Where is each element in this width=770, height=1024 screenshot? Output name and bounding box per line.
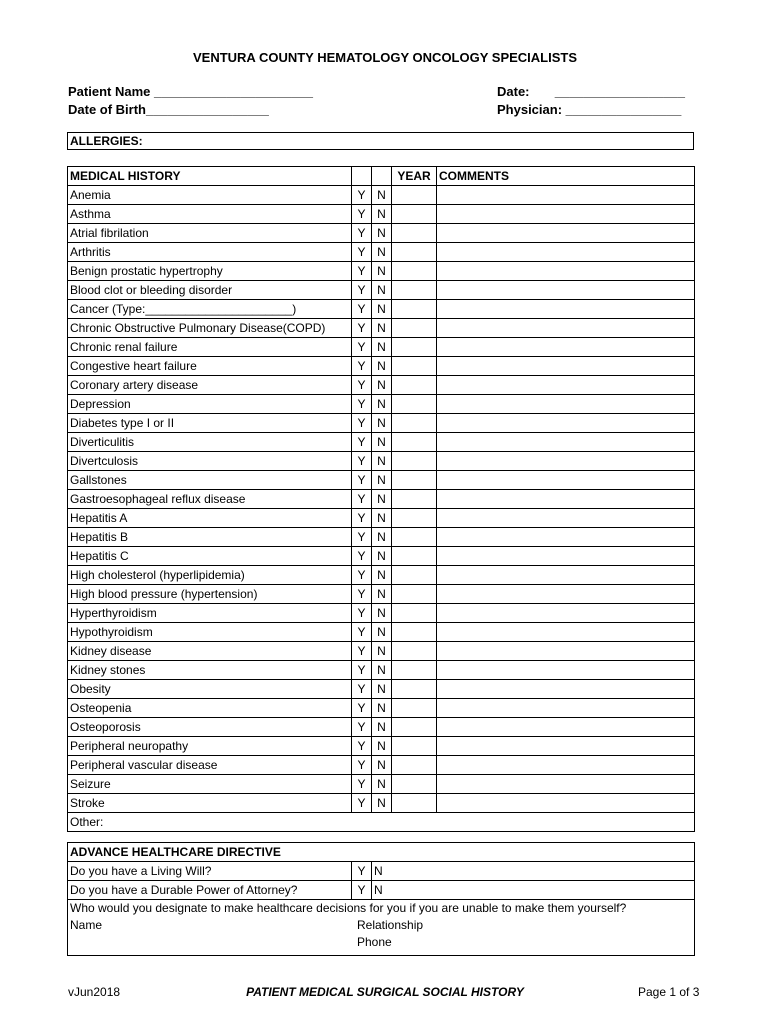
yes-option[interactable]: Y — [352, 262, 372, 281]
year-cell[interactable] — [392, 433, 437, 452]
form-title: PATIENT MEDICAL SURGICAL SOCIAL HISTORY — [246, 985, 524, 999]
year-cell[interactable] — [392, 243, 437, 262]
condition-label: Blood clot or bleeding disorder — [68, 281, 352, 300]
comments-cell[interactable] — [437, 737, 695, 756]
power-of-attorney-no[interactable]: N — [372, 881, 695, 900]
page-number: Page 1 of 3 — [638, 985, 700, 999]
comments-cell[interactable] — [437, 490, 695, 509]
condition-label: Diverticulitis — [68, 433, 352, 452]
list-item — [68, 642, 695, 661]
comments-cell[interactable] — [437, 376, 695, 395]
year-cell[interactable] — [392, 661, 437, 680]
list-item — [68, 509, 695, 528]
medical-history-title: MEDICAL HISTORY — [68, 167, 352, 186]
no-option[interactable]: N — [372, 661, 392, 680]
designate-cell[interactable] — [68, 900, 695, 956]
list-item — [68, 319, 695, 338]
living-will-yes[interactable]: Y — [352, 862, 372, 881]
year-cell[interactable] — [392, 718, 437, 737]
comments-cell[interactable] — [437, 319, 695, 338]
year-cell[interactable] — [392, 585, 437, 604]
condition-label: Seizure — [68, 775, 352, 794]
comments-cell[interactable] — [437, 471, 695, 490]
list-item — [68, 471, 695, 490]
list-item — [68, 224, 695, 243]
comments-cell[interactable] — [437, 433, 695, 452]
list-item — [68, 433, 695, 452]
yes-option[interactable]: Y — [352, 205, 372, 224]
no-option[interactable]: N — [372, 262, 392, 281]
yes-option[interactable]: Y — [352, 281, 372, 300]
comments-cell[interactable] — [437, 775, 695, 794]
yes-option[interactable]: Y — [352, 718, 372, 737]
condition-label: High blood pressure (hypertension) — [68, 585, 352, 604]
condition-label: Asthma — [68, 205, 352, 224]
condition-label: Coronary artery disease — [68, 376, 352, 395]
comments-cell[interactable] — [437, 205, 695, 224]
designate-relationship-label: Relationship — [357, 918, 424, 932]
yes-option[interactable]: Y — [352, 490, 372, 509]
list-item — [68, 775, 695, 794]
yes-option[interactable]: Y — [352, 433, 372, 452]
yes-option[interactable]: Y — [352, 737, 372, 756]
yes-option[interactable]: Y — [352, 775, 372, 794]
list-item — [68, 338, 695, 357]
living-will-question: Do you have a Living Will? — [68, 862, 352, 881]
year-cell[interactable] — [392, 300, 437, 319]
year-cell[interactable] — [392, 737, 437, 756]
no-option[interactable]: N — [372, 547, 392, 566]
condition-label: Peripheral vascular disease — [68, 756, 352, 775]
list-item — [68, 737, 695, 756]
advance-directive-title: ADVANCE HEALTHCARE DIRECTIVE — [68, 843, 695, 862]
year-cell[interactable] — [392, 224, 437, 243]
list-item — [68, 794, 695, 813]
yes-option[interactable]: Y — [352, 395, 372, 414]
designate-question: Who would you designate to make healthcare decisions for you if you are unable to make them yourself? — [70, 901, 627, 915]
condition-label: Cancer (Type:______________________) — [68, 300, 352, 319]
patient-name-field[interactable]: Patient Name ______________________ — [68, 84, 314, 99]
no-option[interactable]: N — [372, 509, 392, 528]
comments-cell[interactable] — [437, 794, 695, 813]
comments-cell[interactable] — [437, 509, 695, 528]
yes-option[interactable]: Y — [352, 585, 372, 604]
comments-cell[interactable] — [437, 680, 695, 699]
no-option[interactable]: N — [372, 376, 392, 395]
year-cell[interactable] — [392, 547, 437, 566]
advance-directive-header-row — [68, 843, 695, 862]
list-item — [68, 661, 695, 680]
year-cell[interactable] — [392, 186, 437, 205]
yes-option[interactable]: Y — [352, 794, 372, 813]
no-option[interactable]: N — [372, 699, 392, 718]
condition-label: Hypothyroidism — [68, 623, 352, 642]
comments-cell[interactable] — [437, 300, 695, 319]
no-option[interactable]: N — [372, 737, 392, 756]
condition-label: Peripheral neuropathy — [68, 737, 352, 756]
date-field[interactable]: Date: __________________ — [497, 84, 685, 99]
year-cell[interactable] — [392, 775, 437, 794]
allergies-label: ALLERGIES: — [70, 134, 143, 148]
condition-label: Depression — [68, 395, 352, 414]
yes-option[interactable]: Y — [352, 319, 372, 338]
condition-label: High cholesterol (hyperlipidemia) — [68, 566, 352, 585]
power-of-attorney-yes[interactable]: Y — [352, 881, 372, 900]
list-item — [68, 357, 695, 376]
list-item — [68, 699, 695, 718]
year-cell[interactable] — [392, 376, 437, 395]
list-item — [68, 528, 695, 547]
condition-label: Diabetes type I or II — [68, 414, 352, 433]
no-option[interactable]: N — [372, 585, 392, 604]
physician-field[interactable]: Physician: ________________ — [497, 102, 682, 117]
condition-label: Kidney stones — [68, 661, 352, 680]
comments-cell[interactable] — [437, 566, 695, 585]
medical-history-table — [67, 166, 695, 832]
no-option[interactable]: N — [372, 566, 392, 585]
yes-option[interactable]: Y — [352, 186, 372, 205]
comments-cell[interactable] — [437, 243, 695, 262]
comments-cell[interactable] — [437, 528, 695, 547]
yes-option[interactable]: Y — [352, 547, 372, 566]
list-item — [68, 452, 695, 471]
no-option[interactable]: N — [372, 433, 392, 452]
list-item — [68, 376, 695, 395]
year-cell[interactable] — [392, 281, 437, 300]
advance-directive-table — [67, 842, 695, 956]
no-option[interactable]: N — [372, 357, 392, 376]
yes-option[interactable]: Y — [352, 338, 372, 357]
condition-label: Stroke — [68, 794, 352, 813]
year-header: YEAR — [392, 167, 437, 186]
no-option[interactable]: N — [372, 281, 392, 300]
comments-cell[interactable] — [437, 642, 695, 661]
living-will-no[interactable]: N — [372, 862, 695, 881]
date-of-birth-field[interactable]: Date of Birth_________________ — [68, 102, 269, 117]
comments-cell[interactable] — [437, 414, 695, 433]
medical-history-header-row — [68, 167, 695, 186]
comments-cell[interactable] — [437, 756, 695, 775]
condition-label: Osteoporosis — [68, 718, 352, 737]
comments-cell[interactable] — [437, 395, 695, 414]
condition-label: Hepatitis C — [68, 547, 352, 566]
no-option[interactable]: N — [372, 471, 392, 490]
yes-option[interactable]: Y — [352, 471, 372, 490]
condition-label: Gallstones — [68, 471, 352, 490]
year-cell[interactable] — [392, 262, 437, 281]
year-cell[interactable] — [392, 490, 437, 509]
yes-option[interactable]: Y — [352, 623, 372, 642]
comments-cell[interactable] — [437, 585, 695, 604]
condition-label: Congestive heart failure — [68, 357, 352, 376]
comments-cell[interactable] — [437, 186, 695, 205]
list-item — [68, 186, 695, 205]
comments-cell[interactable] — [437, 357, 695, 376]
condition-label: Hepatitis B — [68, 528, 352, 547]
yes-option[interactable]: Y — [352, 566, 372, 585]
condition-label: Atrial fibrilation — [68, 224, 352, 243]
list-item — [68, 395, 695, 414]
designate-name-label: Name — [70, 918, 103, 932]
no-option[interactable]: N — [372, 528, 392, 547]
comments-cell[interactable] — [437, 718, 695, 737]
comments-header: COMMENTS — [437, 167, 695, 186]
year-cell[interactable] — [392, 756, 437, 775]
year-cell[interactable] — [392, 205, 437, 224]
yes-option[interactable]: Y — [352, 528, 372, 547]
no-option[interactable]: N — [372, 224, 392, 243]
other-field[interactable]: Other: — [68, 813, 695, 832]
condition-label: Hepatitis A — [68, 509, 352, 528]
yes-option[interactable]: Y — [352, 357, 372, 376]
condition-label: Arthritis — [68, 243, 352, 262]
condition-label: Anemia — [68, 186, 352, 205]
yes-option[interactable]: Y — [352, 243, 372, 262]
condition-label: Kidney disease — [68, 642, 352, 661]
list-item — [68, 623, 695, 642]
yes-option[interactable]: Y — [352, 699, 372, 718]
comments-cell[interactable] — [437, 224, 695, 243]
condition-label: Hyperthyroidism — [68, 604, 352, 623]
list-item — [68, 243, 695, 262]
power-of-attorney-row — [68, 881, 695, 900]
list-item — [68, 680, 695, 699]
list-item — [68, 262, 695, 281]
form-version: vJun2018 — [68, 985, 121, 999]
year-cell[interactable] — [392, 319, 437, 338]
yes-option[interactable]: Y — [352, 452, 372, 471]
year-cell[interactable] — [392, 471, 437, 490]
year-cell[interactable] — [392, 414, 437, 433]
list-item — [68, 566, 695, 585]
condition-label: Obesity — [68, 680, 352, 699]
year-cell[interactable] — [392, 604, 437, 623]
list-item — [68, 547, 695, 566]
year-cell[interactable] — [392, 509, 437, 528]
condition-label: Gastroesophageal reflux disease — [68, 490, 352, 509]
no-option[interactable]: N — [372, 414, 392, 433]
power-of-attorney-question: Do you have a Durable Power of Attorney? — [68, 881, 352, 900]
no-option[interactable]: N — [372, 775, 392, 794]
no-option[interactable]: N — [372, 642, 392, 661]
no-option[interactable]: N — [372, 718, 392, 737]
yes-option[interactable]: Y — [352, 414, 372, 433]
year-cell[interactable] — [392, 699, 437, 718]
year-cell[interactable] — [392, 395, 437, 414]
allergies-box[interactable] — [67, 132, 694, 150]
yes-option[interactable]: Y — [352, 376, 372, 395]
no-option[interactable]: N — [372, 623, 392, 642]
yes-option[interactable]: Y — [352, 224, 372, 243]
comments-cell[interactable] — [437, 281, 695, 300]
comments-cell[interactable] — [437, 452, 695, 471]
no-option[interactable]: N — [372, 205, 392, 224]
no-option[interactable]: N — [372, 319, 392, 338]
list-item — [68, 718, 695, 737]
no-option[interactable]: N — [372, 604, 392, 623]
no-option[interactable]: N — [372, 243, 392, 262]
year-cell[interactable] — [392, 452, 437, 471]
list-item — [68, 300, 695, 319]
no-option[interactable]: N — [372, 756, 392, 775]
condition-label: Chronic renal failure — [68, 338, 352, 357]
no-option[interactable]: N — [372, 300, 392, 319]
year-cell[interactable] — [392, 566, 437, 585]
year-cell[interactable] — [392, 680, 437, 699]
other-row — [68, 813, 695, 832]
designate-phone-label: Phone — [357, 935, 392, 949]
list-item — [68, 414, 695, 433]
yes-option[interactable]: Y — [352, 756, 372, 775]
yes-option[interactable]: Y — [352, 661, 372, 680]
no-option[interactable]: N — [372, 395, 392, 414]
year-cell[interactable] — [392, 357, 437, 376]
no-option[interactable]: N — [372, 338, 392, 357]
comments-cell[interactable] — [437, 699, 695, 718]
comments-cell[interactable] — [437, 604, 695, 623]
year-cell[interactable] — [392, 623, 437, 642]
list-item — [68, 205, 695, 224]
no-option[interactable]: N — [372, 186, 392, 205]
yes-option[interactable]: Y — [352, 642, 372, 661]
list-item — [68, 756, 695, 775]
condition-label: Osteopenia — [68, 699, 352, 718]
yes-option[interactable]: Y — [352, 680, 372, 699]
list-item — [68, 281, 695, 300]
no-option[interactable]: N — [372, 680, 392, 699]
comments-cell[interactable] — [437, 547, 695, 566]
page-title: VENTURA COUNTY HEMATOLOGY ONCOLOGY SPECIALISTS — [192, 50, 578, 65]
no-option[interactable]: N — [372, 794, 392, 813]
year-cell[interactable] — [392, 528, 437, 547]
comments-cell[interactable] — [437, 623, 695, 642]
comments-cell[interactable] — [437, 262, 695, 281]
condition-label: Benign prostatic hypertrophy — [68, 262, 352, 281]
comments-cell[interactable] — [437, 338, 695, 357]
condition-label: Divertculosis — [68, 452, 352, 471]
year-cell[interactable] — [392, 794, 437, 813]
yes-option[interactable]: Y — [352, 509, 372, 528]
list-item — [68, 490, 695, 509]
condition-label: Chronic Obstructive Pulmonary Disease(COPD) — [68, 319, 352, 338]
comments-cell[interactable] — [437, 661, 695, 680]
living-will-row — [68, 862, 695, 881]
yes-option[interactable]: Y — [352, 300, 372, 319]
designate-row — [68, 900, 695, 956]
yes-option[interactable]: Y — [352, 604, 372, 623]
no-option[interactable]: N — [372, 490, 392, 509]
year-cell[interactable] — [392, 642, 437, 661]
list-item — [68, 585, 695, 604]
no-option[interactable]: N — [372, 452, 392, 471]
year-cell[interactable] — [392, 338, 437, 357]
list-item — [68, 604, 695, 623]
